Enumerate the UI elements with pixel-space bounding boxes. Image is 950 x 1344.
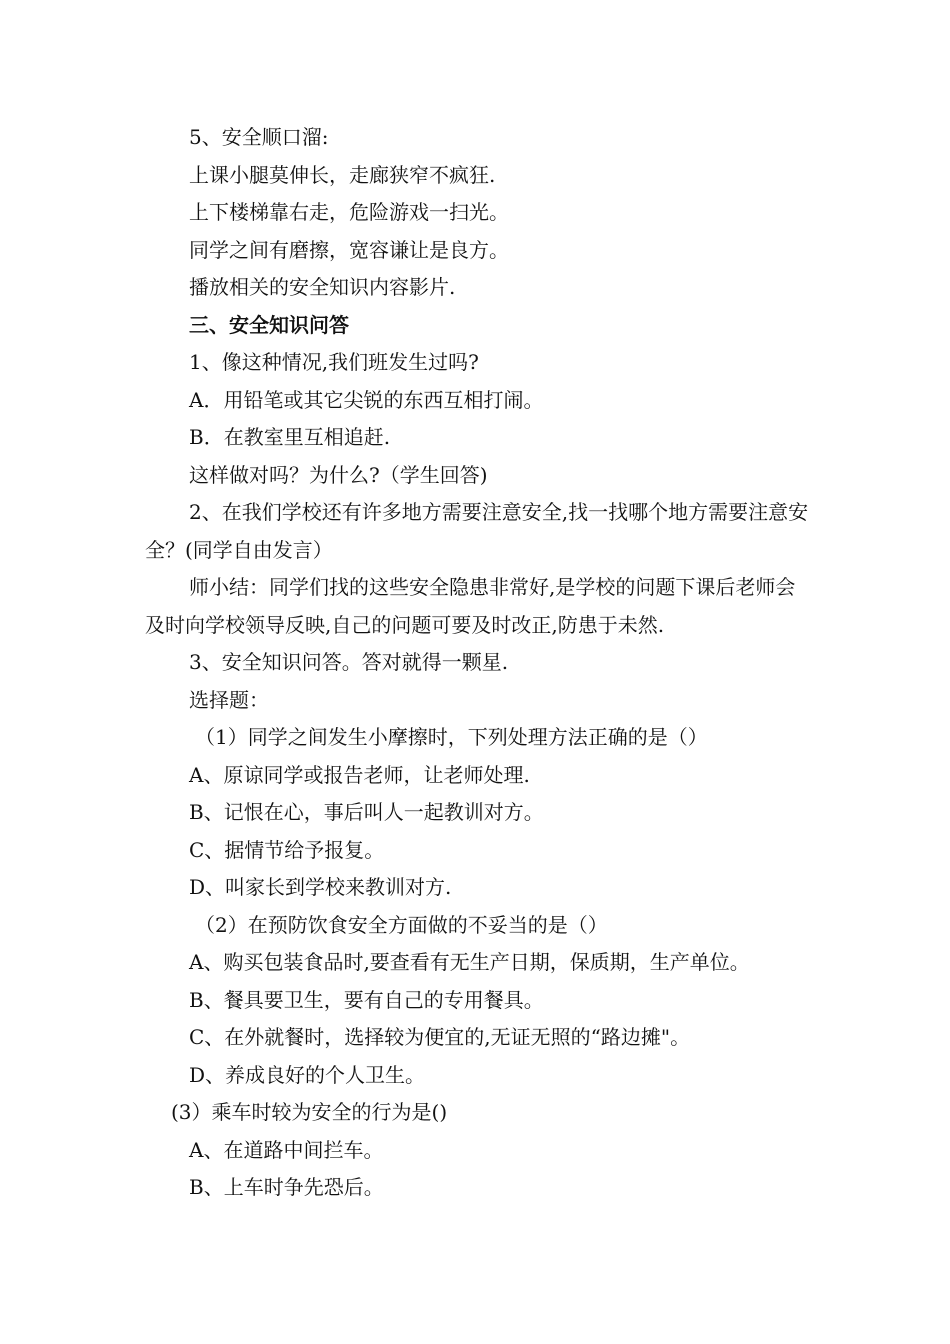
question: 1、像这种情况,我们班发生过吗? xyxy=(189,350,479,374)
paragraph: 播放相关的安全知识内容影片. xyxy=(189,275,456,299)
answer-option: B、餐具要卫生，要有自己的专用餐具。 xyxy=(189,987,544,1012)
rhyme-line: 同学之间有磨擦，宽容谦让是良方。 xyxy=(189,237,509,262)
answer-option: A．用铅笔或其它尖锐的东西互相打闹。 xyxy=(189,387,544,412)
section-title: 三、安全知识问答 xyxy=(189,312,349,337)
answer-option: B、上车时争先恐后。 xyxy=(189,1175,384,1199)
answer-option: A、购买包装食品时,要查看有无生产日期，保质期，生产单位。 xyxy=(189,950,750,974)
document-body xyxy=(145,119,810,1207)
summary-paragraph: 师小结：同学们找的这些安全隐患非常好,是学校的问题下课后老师会及时向学校领导反映,自己的问题可要及时改正,防患于未然. xyxy=(145,575,796,637)
subheading: 选择题： xyxy=(189,687,269,712)
answer-option: D、叫家长到学校来教训对方. xyxy=(189,875,452,899)
paragraph: 这样做对吗？为什么?（学生回答) xyxy=(189,462,488,487)
question: 3、安全知识问答。答对就得一颗星. xyxy=(189,650,509,674)
quiz-question: （1）同学之间发生小摩擦时，下列处理方法正确的是（） xyxy=(195,725,708,749)
answer-option: D、养成良好的个人卫生。 xyxy=(189,1062,426,1087)
answer-option: C、在外就餐时，选择较为便宜的,无证无照的“路边摊"。 xyxy=(189,1025,691,1049)
answer-option: B．在教室里互相追赶. xyxy=(189,425,391,449)
rhyme-line: 上下楼梯靠右走，危险游戏一扫光。 xyxy=(189,200,509,224)
quiz-question: （2）在预防饮食安全方面做的不妥当的是（） xyxy=(195,912,608,937)
rhyme-line: 上课小腿莫伸长，走廊狭窄不疯狂. xyxy=(189,162,496,187)
answer-option: B、记恨在心，事后叫人一起教训对方。 xyxy=(189,800,544,824)
answer-option: A、在道路中间拦车。 xyxy=(189,1137,384,1162)
section-heading-rhyme: 5、安全顺口溜: xyxy=(189,125,329,149)
answer-option: C、据情节给予报复。 xyxy=(189,837,385,862)
quiz-question: (3）乘车时较为安全的行为是() xyxy=(171,1100,448,1124)
answer-option: A、原谅同学或报告老师，让老师处理. xyxy=(189,762,530,787)
question-paragraph: 2、在我们学校还有许多地方需要注意安全,找一找哪个地方需要注意安全？(同学自由发言） xyxy=(145,500,809,562)
